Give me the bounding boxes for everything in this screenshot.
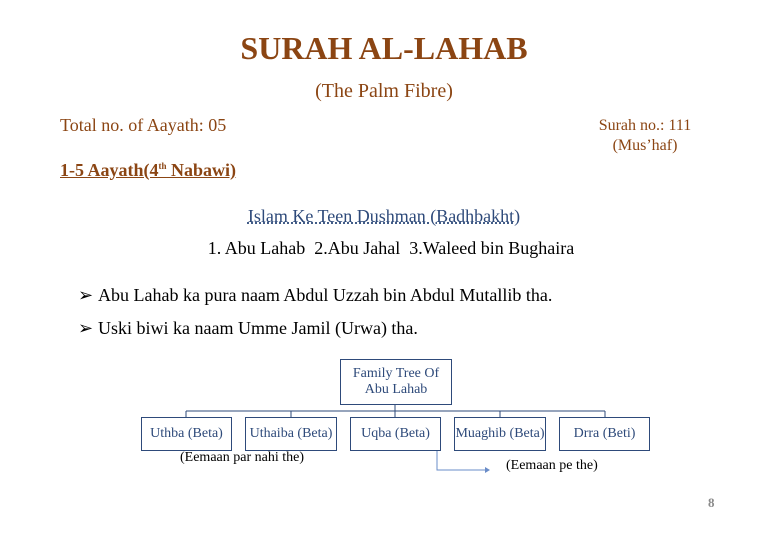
surah-order: (Mus’haf) [612,137,678,154]
family-tree-child: Uthba (Beta) [141,417,232,451]
enemies-heading: Islam Ke Teen Dushman (Badhbakht) [247,206,521,226]
arrow-bullet-icon: ➢ [78,285,94,305]
family-tree-root: Family Tree Of Abu Lahab [340,359,452,405]
slide-title: SURAH AL-LAHAB [240,30,528,66]
uqba-pointer-arrow [390,449,485,470]
family-tree-child: Uqba (Beta) [350,417,441,451]
aayath-range-sup: th [158,161,167,171]
family-tree-child: Uthaiba (Beta) [245,417,337,451]
aayath-range-prefix: 1-5 Aayath(4 [60,160,159,180]
note-believers: (Eemaan pe the) [506,458,598,473]
total-aayath: Total no. of Aayath: 05 [60,115,227,135]
aayath-range-suffix: Nabawi) [166,160,237,180]
arrowhead-icon [485,467,490,473]
bullet-text: Abu Lahab ka pura naam Abdul Uzzah bin Abdul Mutallib tha. [98,285,553,305]
family-tree-child: Muaghib (Beta) [454,417,546,451]
family-tree-child: Drra (Beti) [559,417,650,451]
note-not-believers: (Eemaan par nahi the) [180,450,304,465]
arrow-bullet-icon: ➢ [78,318,94,338]
bullet-text: Uski biwi ka naam Umme Jamil (Urwa) tha. [98,318,418,338]
slide-subtitle: (The Palm Fibre) [315,80,453,102]
surah-number: Surah no.: 111 [598,117,692,134]
enemies-list: 1. Abu Lahab 2.Abu Jahal 3.Waleed bin Bughaira [207,238,575,258]
page-number: 8 [708,495,715,510]
